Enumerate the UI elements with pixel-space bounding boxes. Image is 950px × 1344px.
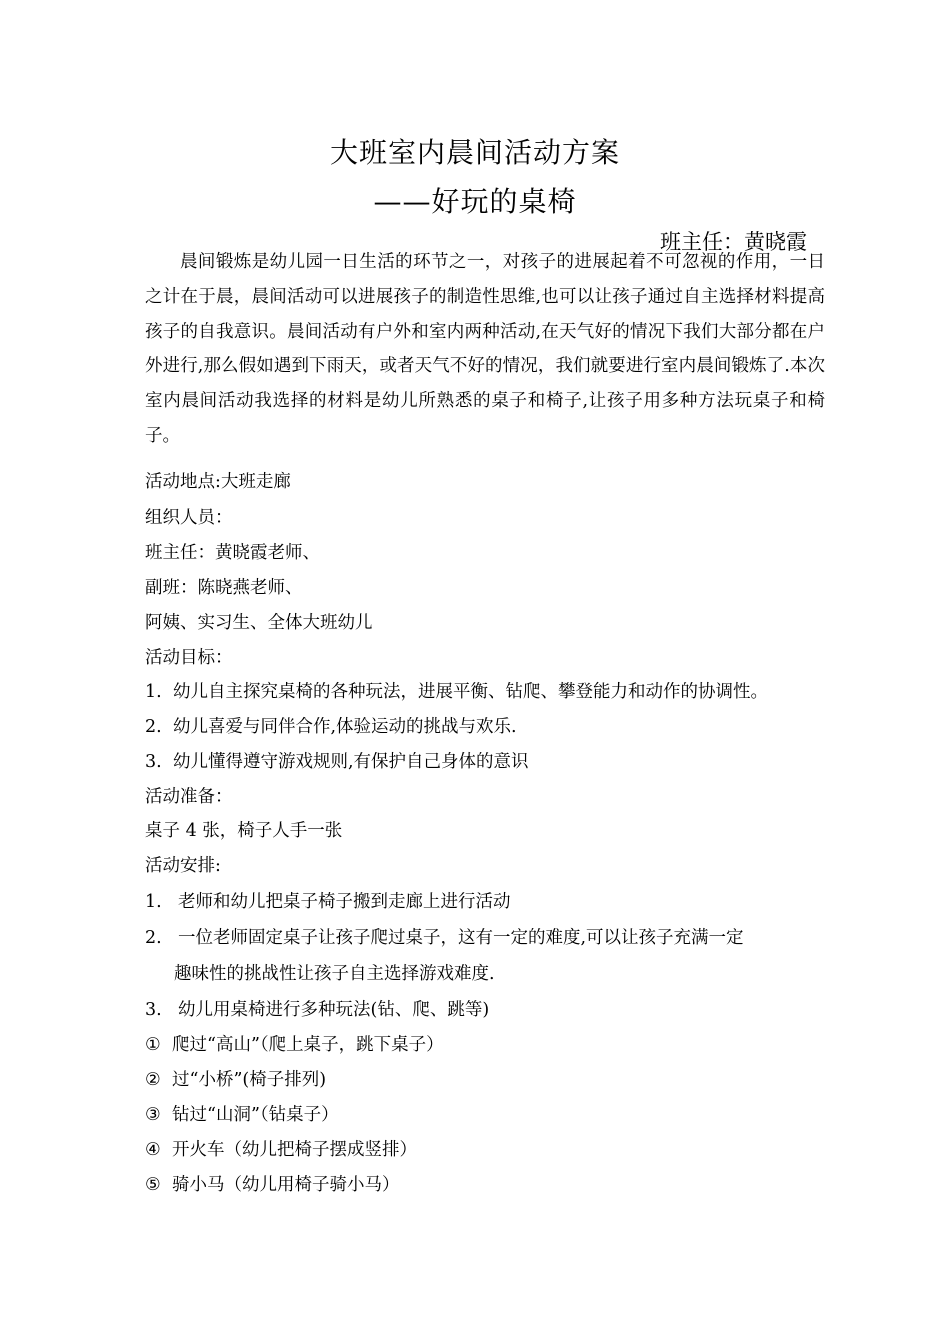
goal-text: 幼儿喜爱与同伴合作,体验运动的挑战与欢乐. (173, 717, 517, 737)
goals-heading: 活动目标： (145, 648, 233, 668)
organizer-others: 阿姨、实习生、全体大班幼儿 (145, 613, 373, 633)
play-number: ④ (145, 1140, 161, 1160)
step-number: 1. (145, 892, 162, 912)
play-number: ① (145, 1035, 161, 1055)
step-number: 2. (145, 928, 162, 948)
goal-text: 幼儿懂得遵守游戏规则,有保护自己身体的意识 (173, 752, 529, 772)
step-text: 幼儿用桌椅进行多种玩法(钻、爬、跳等) (178, 1000, 490, 1020)
goal-number: 2. (145, 717, 162, 737)
play-number: ② (145, 1070, 161, 1090)
play-text: 钻过“山洞”（钻桌子） (172, 1105, 339, 1125)
preparation-text: 桌子 4 张，椅子人手一张 (145, 821, 343, 841)
preparation-heading: 活动准备： (145, 787, 233, 807)
step-text: 老师和幼儿把桌子椅子搬到走廊上进行活动 (178, 892, 511, 912)
goal-number: 1. (145, 682, 162, 702)
step-number: 3. (145, 1000, 162, 1020)
organizer-assistant: 副班：陈晓燕老师、 (145, 578, 303, 598)
activity-location: 活动地点:大班走廊 (145, 472, 291, 492)
goal-text: 幼儿自主探究桌椅的各种玩法，进展平衡、钻爬、攀登能力和动作的协调性。 (173, 682, 768, 702)
play-item (145, 1173, 400, 1197)
play-item (145, 1103, 339, 1127)
play-item (145, 1068, 326, 1092)
goal-item (145, 750, 529, 774)
head-teacher-byline: 班主任：黄晓霞 (660, 230, 807, 254)
document-title: 大班室内晨间活动方案 (329, 136, 620, 169)
arrangement-step (145, 926, 744, 950)
play-text: 过“小桥”(椅子排列) (172, 1070, 327, 1090)
play-number: ⑤ (145, 1175, 161, 1195)
step-continuation: 趣味性的挑战性让孩子自主选择游戏难度. (174, 964, 495, 984)
play-number: ③ (145, 1105, 161, 1125)
arrangement-step (145, 890, 511, 914)
arrangement-step (145, 998, 489, 1022)
play-text: 开火车（幼儿把椅子摆成竖排） (172, 1140, 417, 1160)
play-text: 爬过“高山”（爬上桌子，跳下桌子） (172, 1035, 444, 1055)
organizer-head-teacher: 班主任：黄晓霞老师、 (145, 543, 320, 563)
arrangement-heading: 活动安排: (145, 856, 221, 876)
goal-number: 3. (145, 752, 162, 772)
organizers-heading: 组织人员： (145, 508, 233, 528)
step-text: 一位老师固定桌子让孩子爬过桌子，这有一定的难度,可以让孩子充满一定 (178, 928, 744, 948)
play-text: 骑小马（幼儿用椅子骑小马） (172, 1175, 400, 1195)
intro-paragraph: 晨间锻炼是幼儿园一日生活的环节之一，对孩子的进展起着不可忽视的作用，一日之计在于晨，晨间活动可以进展孩子的制造性思维,也可以让孩子通过自主选择材料提高孩子的自我意识。晨间活动有户外和室内两种活动,在天气好的情况下我们大部分都在户外进行,那么假如遇到下雨天，或者天气不好的情况，我们就要进行室内晨间锻炼了.本次室内晨间活动我选择的材料是幼儿所熟悉的桌子和椅子,让孩子用多种方法玩桌子和椅子。 (145, 252, 825, 446)
document-subtitle: ——好玩的桌椅 (373, 185, 577, 218)
goal-item (145, 715, 517, 739)
goal-item (145, 680, 768, 704)
play-item (145, 1138, 417, 1162)
play-item (145, 1033, 444, 1057)
